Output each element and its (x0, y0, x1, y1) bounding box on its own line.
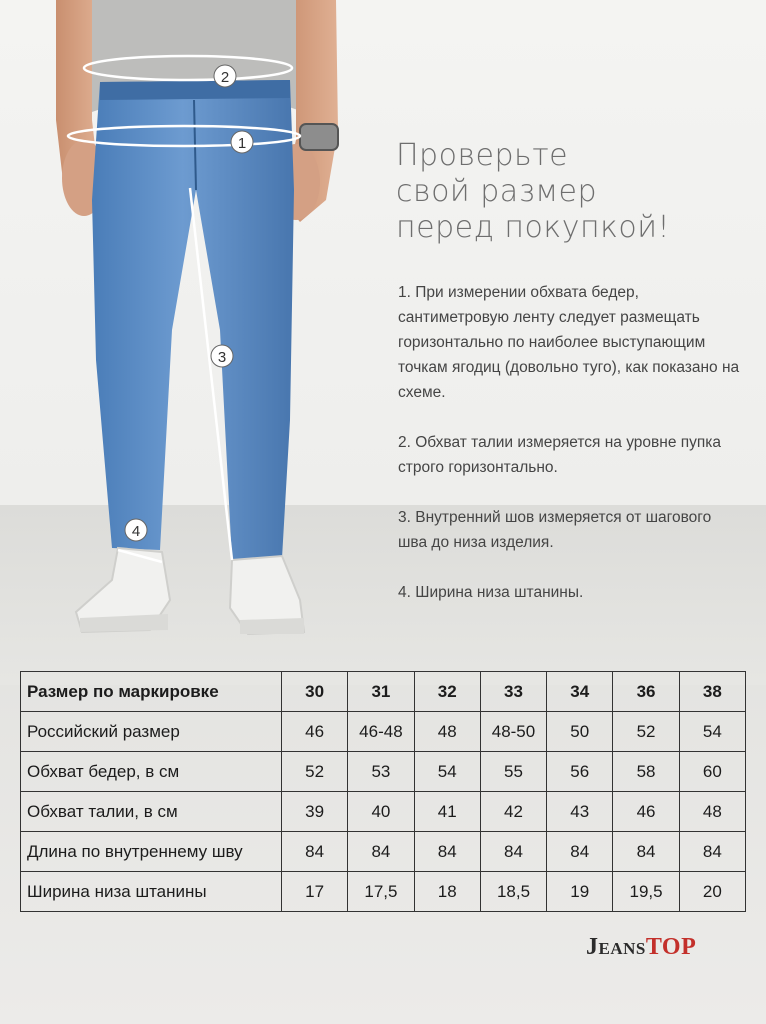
table-cell: 18,5 (480, 872, 546, 912)
marker-2 (214, 65, 236, 87)
table-cell: 84 (547, 832, 613, 872)
header-cell: 33 (480, 672, 546, 712)
table-cell: 17,5 (348, 872, 414, 912)
marker-1-label: 1 (237, 135, 247, 152)
table-cell: 58 (613, 752, 679, 792)
header-cell: 31 (348, 672, 414, 712)
table-cell: 53 (348, 752, 414, 792)
header-cell: 38 (679, 672, 745, 712)
table-cell: 19,5 (613, 872, 679, 912)
table-cell: 40 (348, 792, 414, 832)
header-cell: 36 (613, 672, 679, 712)
row-label: Обхват талии, в см (21, 792, 282, 832)
row-label: Обхват бедер, в см (21, 752, 282, 792)
headline-line-1: Проверьте (396, 138, 569, 173)
table-row (21, 832, 746, 872)
row-label: Российский размер (21, 712, 282, 752)
brand-logo-part-1: Jeans (586, 934, 646, 960)
instruction-1: 1. При измерении обхвата бедер, сантиметровую ленту следует размещать горизонтально по наиболее выступающим точкам ягодиц (довольно туго), как показано на схеме. (398, 284, 740, 401)
instruction-3: 3. Внутренний шов измеряется от шагового шва до низа изделия. (398, 509, 712, 551)
header-cell: 30 (282, 672, 348, 712)
size-table-header-row (21, 672, 746, 712)
table-cell: 43 (547, 792, 613, 832)
headline-line-2: свой размер (396, 174, 597, 209)
instruction-4: 4. Ширина низа штанины. (398, 584, 584, 601)
table-row (21, 712, 746, 752)
table-row (21, 792, 746, 832)
marker-4 (125, 519, 147, 541)
table-cell: 17 (282, 872, 348, 912)
table-cell: 60 (679, 752, 745, 792)
table-cell: 39 (282, 792, 348, 832)
table-row (21, 872, 746, 912)
headline (396, 138, 736, 246)
row-label: Длина по внутреннему шву (21, 832, 282, 872)
header-cell: 34 (547, 672, 613, 712)
table-row (21, 752, 746, 792)
instruction-2: 2. Обхват талии измеряется на уровне пупка строго горизонтально. (398, 434, 722, 476)
table-cell: 48 (679, 792, 745, 832)
table-cell: 46 (613, 792, 679, 832)
table-cell: 54 (414, 752, 480, 792)
marker-1 (231, 131, 253, 153)
marker-3-label: 3 (217, 349, 227, 366)
model-photo (0, 0, 380, 650)
table-cell: 50 (547, 712, 613, 752)
table-cell: 19 (547, 872, 613, 912)
table-cell: 46-48 (348, 712, 414, 752)
header-cell: 32 (414, 672, 480, 712)
header-cell: Размер по маркировке (21, 672, 282, 712)
table-cell: 48-50 (480, 712, 546, 752)
table-cell: 55 (480, 752, 546, 792)
measurement-instructions (398, 280, 743, 630)
table-cell: 84 (348, 832, 414, 872)
table-cell: 41 (414, 792, 480, 832)
jeans-model-illustration (0, 0, 380, 650)
table-cell: 20 (679, 872, 745, 912)
table-cell: 84 (414, 832, 480, 872)
wristwatch-icon (300, 124, 338, 150)
marker-4-label: 4 (131, 523, 141, 540)
headline-line-3: перед покупкой! (396, 210, 671, 245)
table-cell: 84 (282, 832, 348, 872)
brand-logo-part-2: TOP (645, 934, 697, 960)
table-cell: 42 (480, 792, 546, 832)
table-cell: 52 (282, 752, 348, 792)
table-cell: 84 (480, 832, 546, 872)
table-cell: 84 (613, 832, 679, 872)
table-cell: 52 (613, 712, 679, 752)
table-cell: 54 (679, 712, 745, 752)
table-cell: 56 (547, 752, 613, 792)
jeans (92, 80, 294, 560)
table-cell: 18 (414, 872, 480, 912)
table-cell: 84 (679, 832, 745, 872)
marker-2-label: 2 (220, 69, 230, 86)
marker-3 (211, 345, 233, 367)
table-cell: 48 (414, 712, 480, 752)
table-cell: 46 (282, 712, 348, 752)
size-table (20, 671, 746, 912)
brand-logo (586, 934, 696, 961)
row-label: Ширина низа штанины (21, 872, 282, 912)
